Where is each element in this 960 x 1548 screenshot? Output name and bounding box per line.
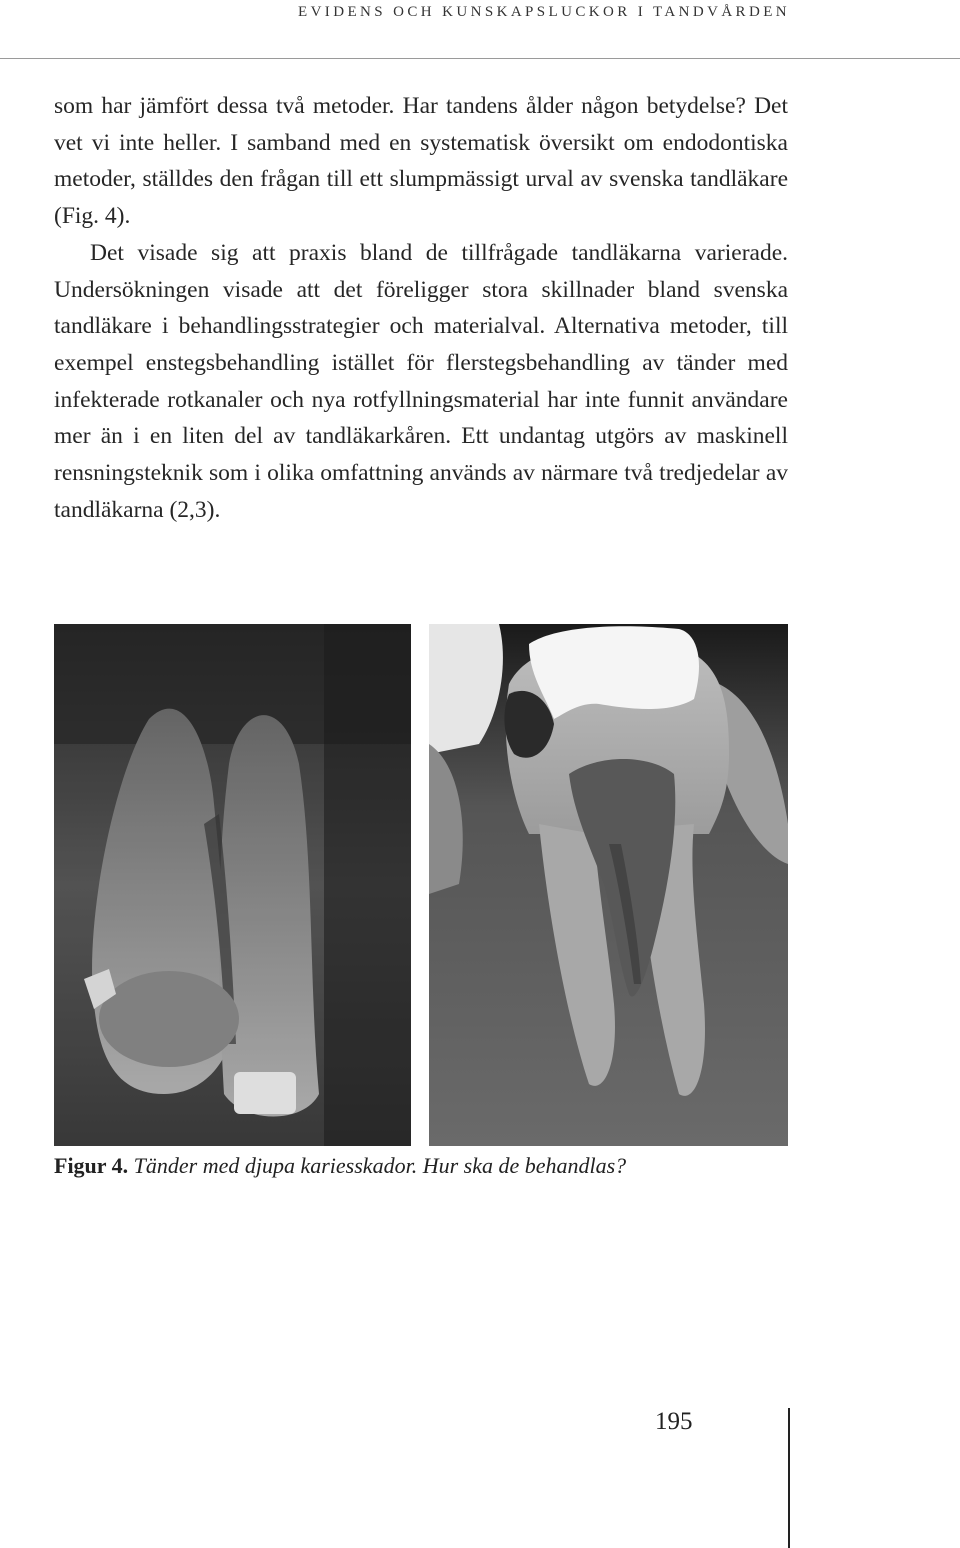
running-header: EVIDENS OCH KUNSKAPSLUCKOR I TANDVÅRDEN — [298, 4, 790, 20]
page-number: 195 — [655, 1408, 693, 1435]
figure-caption-text: Tänder med djupa kariesskador. Hur ska de behandlas? — [133, 1153, 627, 1178]
xray-left-image — [54, 624, 411, 1146]
paragraph-1: som har jämfört dessa två metoder. Har tandens ålder någon betydelse? Det vet vi inte heller. I samband med en systematisk översikt om endodontiska metoder, ställdes den frågan till ett slumpmässigt urval av svenska tandläkare (Fig. 4). — [54, 93, 788, 230]
figure-caption-label: Figur 4. — [54, 1153, 129, 1178]
xray-right-image — [429, 624, 788, 1146]
paragraph-2: Det visade sig att praxis bland de tillfrågade tandläkarna varierade. Undersökningen visade att det föreligger stora skillnader bland svenska tandläkare i behandlingsstrategier och materialval. Alternativa metoder, till exempel enstegsbehandling istället för flerstegsbehandling av tänder med infekterade rotkanaler och nya rotfyllningsmaterial har inte funnit användare mer än i en liten del av tandläkarkåren. Ett undantag utgörs av maskinell rensningsteknik som i olika omfattning används av närmare två tredjedelar av tandläkarna (2,3). — [54, 239, 788, 523]
header-divider — [0, 58, 960, 59]
body-text — [54, 88, 788, 528]
page-number-rule — [788, 1408, 790, 1548]
figure-caption — [54, 1153, 626, 1179]
